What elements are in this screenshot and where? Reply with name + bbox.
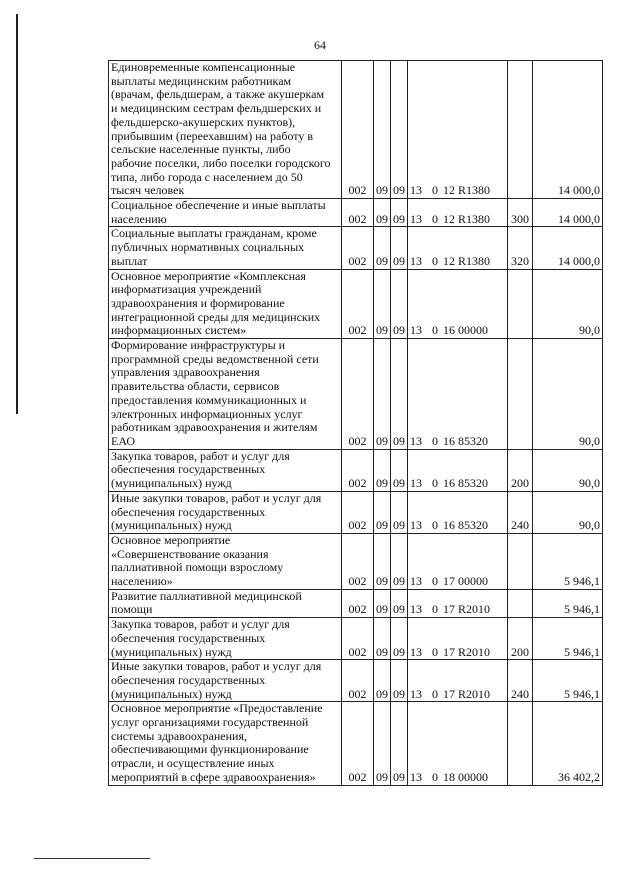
target-item: 17 bbox=[443, 574, 455, 589]
row-name-line: Социальные выплаты гражданам, кроме bbox=[111, 226, 317, 241]
expense-type bbox=[508, 702, 533, 785]
ministry-code: 002 bbox=[342, 269, 374, 339]
row-name-line: Развитие паллиативной медицинской bbox=[111, 589, 302, 603]
target-item: 18 bbox=[443, 769, 455, 784]
row-name-line: обеспечения государственных bbox=[111, 672, 266, 687]
target-code: R2010 bbox=[458, 686, 491, 701]
table-row bbox=[109, 339, 603, 450]
target-code: 00000 bbox=[458, 574, 488, 589]
target-item: 12 bbox=[443, 183, 455, 198]
row-name-line: правительства области, сервисов bbox=[111, 379, 280, 394]
target-item: 16 bbox=[443, 433, 455, 448]
target-program: 13 bbox=[410, 476, 422, 491]
table-row bbox=[109, 269, 603, 339]
expense-type bbox=[508, 339, 533, 450]
amount: 90,0 bbox=[533, 269, 603, 339]
section-code: 09 bbox=[374, 269, 391, 339]
row-name-line: и медицинским сестрам фельдшерских и bbox=[111, 101, 322, 116]
target-item: 16 bbox=[443, 518, 455, 533]
row-name bbox=[109, 618, 342, 660]
target-subprogram: 0 bbox=[432, 211, 438, 226]
row-name-line: интеграционной среды для медицинских bbox=[111, 309, 321, 324]
row-name-line: «Совершенствование оказания bbox=[111, 546, 269, 561]
section-code: 09 bbox=[374, 589, 391, 617]
row-name-line: обеспечения государственных bbox=[111, 630, 266, 645]
target-code: 85320 bbox=[458, 518, 488, 533]
subsection-code: 09 bbox=[391, 199, 408, 227]
row-name-line: здравоохранения и формирование bbox=[111, 295, 285, 310]
target-article bbox=[408, 533, 508, 589]
table-row bbox=[109, 227, 603, 269]
row-name bbox=[109, 491, 342, 533]
target-code: R1380 bbox=[458, 183, 491, 198]
target-program: 13 bbox=[410, 253, 422, 268]
table-row bbox=[109, 589, 603, 617]
amount: 5 946,1 bbox=[533, 660, 603, 702]
row-name bbox=[109, 533, 342, 589]
target-article bbox=[408, 618, 508, 660]
budget-table bbox=[108, 60, 603, 786]
row-name-line: Основное мероприятие «Комплексная bbox=[111, 269, 306, 283]
row-name-line: информатизация учреждений bbox=[111, 282, 262, 297]
target-item: 16 bbox=[443, 323, 455, 338]
table-row bbox=[109, 533, 603, 589]
row-name-line: (муниципальных) нужд bbox=[111, 518, 232, 533]
row-name-line: фельдшерско-акушерских пунктов), bbox=[111, 114, 296, 129]
target-program: 13 bbox=[410, 602, 422, 617]
row-name-line: обеспечения государственных bbox=[111, 504, 266, 519]
target-code: R1380 bbox=[458, 253, 491, 268]
amount: 5 946,1 bbox=[533, 618, 603, 660]
row-name-line: Социальное обеспечение и иные выплаты bbox=[111, 198, 326, 213]
row-name bbox=[109, 269, 342, 339]
target-program: 13 bbox=[410, 323, 422, 338]
ministry-code: 002 bbox=[342, 533, 374, 589]
target-item: 12 bbox=[443, 211, 455, 226]
row-name-line: (муниципальных) нужд bbox=[111, 644, 232, 659]
row-name-line: прибывшим (переехавшим) на работу в bbox=[111, 128, 314, 143]
expense-type: 240 bbox=[508, 660, 533, 702]
table-row bbox=[109, 618, 603, 660]
row-name-line: выплаты медицинским работникам bbox=[111, 73, 292, 88]
target-program: 13 bbox=[410, 769, 422, 784]
subsection-code: 09 bbox=[391, 269, 408, 339]
target-code: 85320 bbox=[458, 476, 488, 491]
target-article bbox=[408, 227, 508, 269]
amount: 14 000,0 bbox=[533, 199, 603, 227]
section-code: 09 bbox=[374, 449, 391, 491]
ministry-code: 002 bbox=[342, 589, 374, 617]
row-name-line: отрасли, и осуществление иных bbox=[111, 756, 275, 771]
target-program: 13 bbox=[410, 433, 422, 448]
row-name-line: населению» bbox=[111, 574, 173, 589]
amount: 14 000,0 bbox=[533, 61, 603, 199]
row-name-line: тысяч человек bbox=[111, 183, 185, 198]
row-name-line: (муниципальных) нужд bbox=[111, 686, 232, 701]
row-name bbox=[109, 199, 342, 227]
target-code: R2010 bbox=[458, 602, 491, 617]
target-subprogram: 0 bbox=[432, 602, 438, 617]
target-item: 12 bbox=[443, 253, 455, 268]
table-row bbox=[109, 199, 603, 227]
table-body bbox=[109, 61, 603, 786]
row-name-line: услуг организациями государственной bbox=[111, 715, 309, 730]
row-name-line: Иные закупки товаров, работ и услуг для bbox=[111, 659, 322, 674]
row-name-line: мероприятий в сфере здравоохранения» bbox=[111, 769, 316, 784]
row-name-line: ЕАО bbox=[111, 433, 136, 448]
target-program: 13 bbox=[410, 686, 422, 701]
row-name bbox=[109, 660, 342, 702]
amount: 5 946,1 bbox=[533, 589, 603, 617]
target-article bbox=[408, 339, 508, 450]
row-name-line: Единовременные компенсационные bbox=[111, 60, 296, 74]
subsection-code: 09 bbox=[391, 618, 408, 660]
target-code: 00000 bbox=[458, 323, 488, 338]
target-subprogram: 0 bbox=[432, 644, 438, 659]
target-code: 85320 bbox=[458, 433, 488, 448]
section-code: 09 bbox=[374, 491, 391, 533]
subsection-code: 09 bbox=[391, 339, 408, 450]
target-code: R1380 bbox=[458, 211, 491, 226]
target-item: 17 bbox=[443, 686, 455, 701]
section-code: 09 bbox=[374, 533, 391, 589]
table-row bbox=[109, 449, 603, 491]
row-name-line: предоставления коммуникационных и bbox=[111, 392, 307, 407]
target-subprogram: 0 bbox=[432, 686, 438, 701]
ministry-code: 002 bbox=[342, 61, 374, 199]
ministry-code: 002 bbox=[342, 491, 374, 533]
target-article bbox=[408, 269, 508, 339]
row-name-line: работникам здравоохранения и жителям bbox=[111, 420, 318, 435]
row-name-line: паллиативной помощи взрослому bbox=[111, 560, 284, 575]
expense-type bbox=[508, 589, 533, 617]
row-name-line: обеспечивающими функционирование bbox=[111, 742, 309, 757]
row-name-line: (врачам, фельдшерам, а также акушеркам bbox=[111, 87, 325, 102]
row-name-line: Основное мероприятие «Предоставление bbox=[111, 701, 323, 716]
row-name bbox=[109, 61, 342, 199]
section-code: 09 bbox=[374, 227, 391, 269]
expense-type: 300 bbox=[508, 199, 533, 227]
row-name-line: типа, либо города с населением до 50 bbox=[111, 169, 303, 184]
target-subprogram: 0 bbox=[432, 183, 438, 198]
target-article bbox=[408, 61, 508, 199]
row-name-line: рабочие поселки, либо поселки городского bbox=[111, 155, 331, 170]
target-program: 13 bbox=[410, 644, 422, 659]
table-row bbox=[109, 702, 603, 785]
expense-type: 240 bbox=[508, 491, 533, 533]
expense-type bbox=[508, 269, 533, 339]
target-program: 13 bbox=[410, 574, 422, 589]
row-name-line: сельские населенные пункты, либо bbox=[111, 142, 291, 157]
section-code: 09 bbox=[374, 660, 391, 702]
row-name-line: электронных информационных услуг bbox=[111, 406, 303, 421]
row-name bbox=[109, 227, 342, 269]
expense-type bbox=[508, 533, 533, 589]
row-name-line: (муниципальных) нужд bbox=[111, 476, 232, 491]
target-item: 16 bbox=[443, 476, 455, 491]
row-name-line: помощи bbox=[111, 602, 153, 617]
row-name-line: Закупка товаров, работ и услуг для bbox=[111, 617, 290, 632]
section-code: 09 bbox=[374, 61, 391, 199]
amount: 5 946,1 bbox=[533, 533, 603, 589]
target-subprogram: 0 bbox=[432, 253, 438, 268]
target-program: 13 bbox=[410, 211, 422, 226]
target-article bbox=[408, 491, 508, 533]
amount: 14 000,0 bbox=[533, 227, 603, 269]
subsection-code: 09 bbox=[391, 449, 408, 491]
table-row bbox=[109, 660, 603, 702]
expense-type: 200 bbox=[508, 449, 533, 491]
target-subprogram: 0 bbox=[432, 433, 438, 448]
subsection-code: 09 bbox=[391, 61, 408, 199]
subsection-code: 09 bbox=[391, 533, 408, 589]
subsection-code: 09 bbox=[391, 491, 408, 533]
target-code: 00000 bbox=[458, 769, 488, 784]
subsection-code: 09 bbox=[391, 702, 408, 785]
section-code: 09 bbox=[374, 618, 391, 660]
target-article bbox=[408, 660, 508, 702]
ministry-code: 002 bbox=[342, 702, 374, 785]
subsection-code: 09 bbox=[391, 589, 408, 617]
row-name-line: системы здравоохранения, bbox=[111, 728, 247, 743]
row-name bbox=[109, 339, 342, 450]
table-row bbox=[109, 491, 603, 533]
target-article bbox=[408, 589, 508, 617]
table-row bbox=[109, 61, 603, 199]
subsection-code: 09 bbox=[391, 227, 408, 269]
row-name-line: программной среды ведомственной сети bbox=[111, 351, 319, 366]
expense-type bbox=[508, 61, 533, 199]
row-name-line: обеспечения государственных bbox=[111, 462, 266, 477]
ministry-code: 002 bbox=[342, 660, 374, 702]
row-name-line: Закупка товаров, работ и услуг для bbox=[111, 449, 290, 463]
target-article bbox=[408, 702, 508, 785]
ministry-code: 002 bbox=[342, 618, 374, 660]
row-name-line: Формирование инфраструктуры и bbox=[111, 338, 286, 353]
row-name-line: Основное мероприятие bbox=[111, 533, 231, 547]
section-code: 09 bbox=[374, 199, 391, 227]
amount: 90,0 bbox=[533, 339, 603, 450]
target-subprogram: 0 bbox=[432, 518, 438, 533]
amount: 90,0 bbox=[533, 491, 603, 533]
amount: 90,0 bbox=[533, 449, 603, 491]
target-subprogram: 0 bbox=[432, 769, 438, 784]
target-subprogram: 0 bbox=[432, 323, 438, 338]
section-code: 09 bbox=[374, 339, 391, 450]
expense-type: 200 bbox=[508, 618, 533, 660]
row-name bbox=[109, 449, 342, 491]
target-article bbox=[408, 199, 508, 227]
row-name-line: выплат bbox=[111, 253, 148, 268]
expense-type: 320 bbox=[508, 227, 533, 269]
row-name-line: населению bbox=[111, 211, 167, 226]
row-name bbox=[109, 589, 342, 617]
target-article bbox=[408, 449, 508, 491]
target-program: 13 bbox=[410, 518, 422, 533]
scan-margin-line bbox=[16, 14, 18, 414]
page-number: 64 bbox=[314, 38, 326, 52]
row-name bbox=[109, 702, 342, 785]
row-name-line: информационных систем» bbox=[111, 323, 247, 338]
ministry-code: 002 bbox=[342, 339, 374, 450]
target-item: 17 bbox=[443, 644, 455, 659]
amount: 36 402,2 bbox=[533, 702, 603, 785]
row-name-line: публичных нормативных социальных bbox=[111, 240, 305, 255]
subsection-code: 09 bbox=[391, 660, 408, 702]
target-program: 13 bbox=[410, 183, 422, 198]
target-subprogram: 0 bbox=[432, 574, 438, 589]
bottom-rule bbox=[34, 858, 150, 859]
row-name-line: Иные закупки товаров, работ и услуг для bbox=[111, 491, 322, 505]
target-code: R2010 bbox=[458, 644, 491, 659]
ministry-code: 002 bbox=[342, 199, 374, 227]
ministry-code: 002 bbox=[342, 449, 374, 491]
section-code: 09 bbox=[374, 702, 391, 785]
row-name-line: управления здравоохранения bbox=[111, 365, 260, 380]
ministry-code: 002 bbox=[342, 227, 374, 269]
target-item: 17 bbox=[443, 602, 455, 617]
target-subprogram: 0 bbox=[432, 476, 438, 491]
